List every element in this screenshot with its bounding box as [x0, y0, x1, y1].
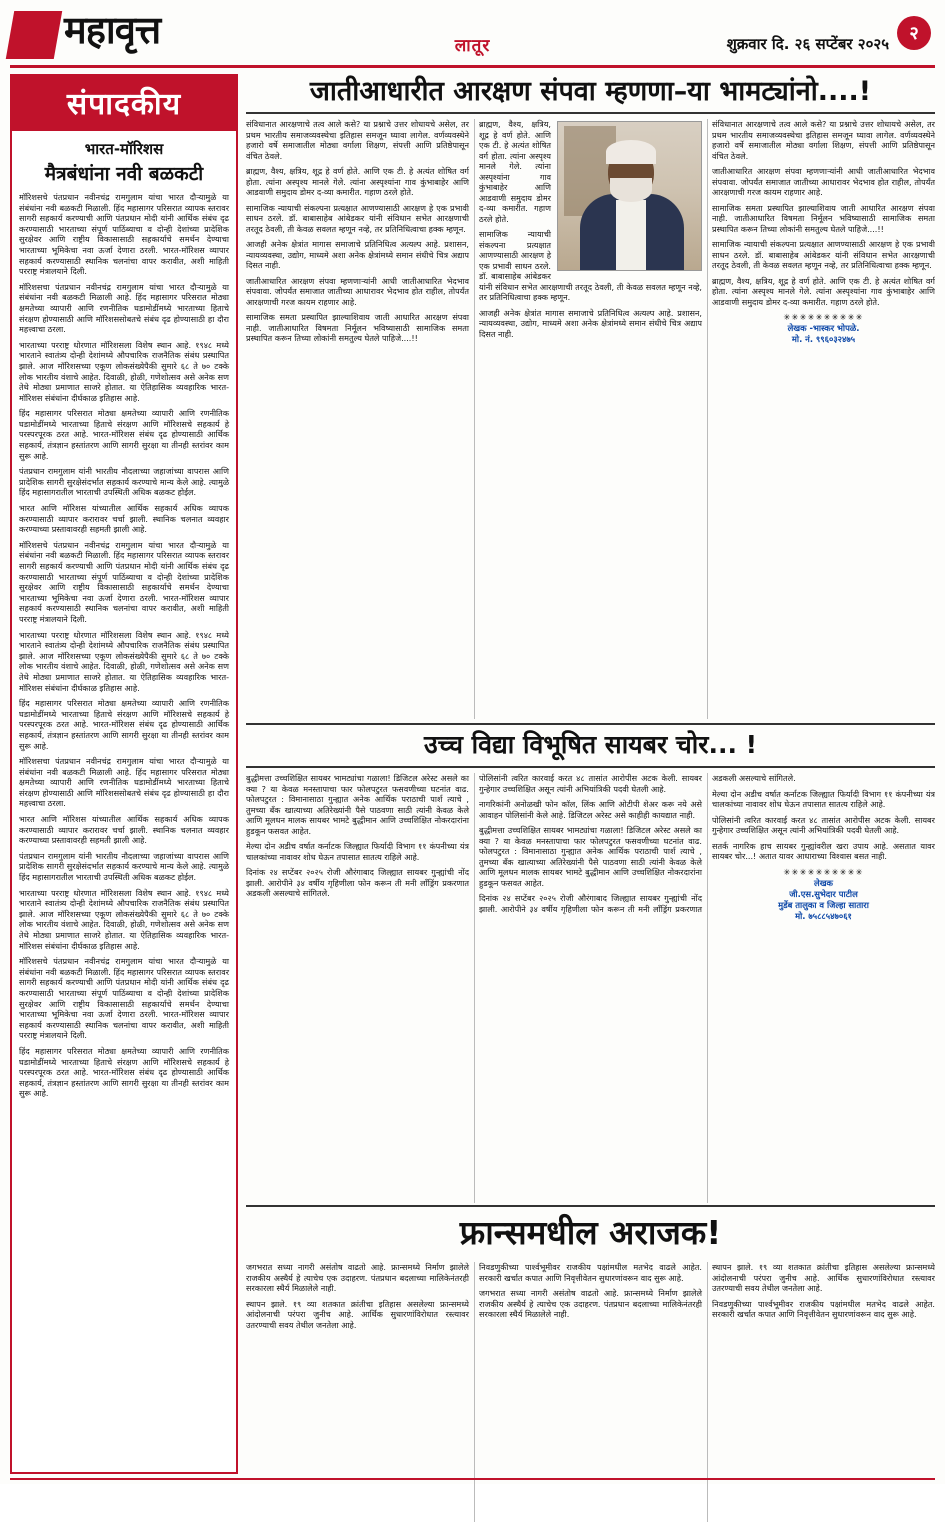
editorial-paragraph: मॉरिशसचे पंतप्रधान नवीनचंद्र रामगुलाम यांचा भारत दौऱ्यामुळे या संबंधांना नवी बळकटी मिळाली. हिंद महासागर परिसरात व्यापक स्तरावर सागरी सहकार्य करण्याची आणि पंतप्रधान मोदी यांनी आर्थिक संबंध दृढ करण्यासाठी भारताच्या संपूर्ण पाठिंब्याचा व दोन्ही देशांच्या प्रादेशिक सुरक्षेवर आणि राष्ट्रीय विकासासाठी सहकार्याचे समर्थन देण्याचा भारताच्या भूमिकेचा नवा ऊर्जा देणारा ठरली. भारत-मॉरिशस व्यापार सहकार्य करण्यासाठी स्थानिक चलनांचा वापर करावीत, अशी माहिती परराष्ट्र मंत्रालयाने दिली. — [19, 956, 229, 1041]
editorial-paragraph: मॉरिशसचे पंतप्रधान नवीनचंद्र रामगुलाम यांचा भारत दौऱ्यामुळे या संबंधांना नवी बळकटी मिळाली. हिंद महासागर परिसरात व्यापक स्तरावर सागरी सहकार्य करण्याची आणि पंतप्रधान मोदी यांनी आर्थिक संबंध दृढ करण्यासाठी भारताच्या संपूर्ण पाठिंब्याचा व दोन्ही देशांच्या प्रादेशिक सुरक्षेवर आणि राष्ट्रीय विकासासाठी सहकार्याचे समर्थन देण्याचा भारताच्या भूमिकेचा नवा ऊर्जा देणारा ठरली. भारत-मॉरिशस व्यापार सहकार्य करण्यासाठी स्थानिक चलनांचा वापर करावीत, अशी माहिती परराष्ट्र मंत्रालयाने दिली. — [19, 539, 229, 624]
editorial-paragraph: हिंद महासागर परिसरात मोठ्या क्षमतेच्या व्यापारी आणि रणनीतिक घडामोडींमध्ये भारताच्या हिताचे संरक्षण आणि मॉरिशसचे सहकार्य हे परस्परपूरक ठरत आहे. भारत-मॉरिशस संबंध दृढ होण्यासाठी आर्थिक सहकार्य, तंत्रज्ञान हस्तांतरण आणि सागरी सुरक्षा या तीनही स्तरांवर काम सुरू आहे. — [19, 408, 229, 461]
article-paragraph: मेल्या दोन अडीच वर्षात कर्नाटक जिल्ह्यात फिर्यादी विभाग ११ कंपनीच्या यंत्र चालकांच्या नावावर शोध घेऊन तपासात सातत्य राहिले आहे. — [712, 788, 935, 809]
article-paragraph: स्थापन झाले. १९ व्या शतकात क्रांतीचा इतिहास असलेल्या फ्रान्समध्ये आंदोलनाची परंपरा जुनीच आहे. आर्थिक सुधारणांविरोधात रस्त्यावर उतरण्याची सवय तेथील जनतेला आहे. — [246, 1298, 469, 1330]
article-headline: उच्च विद्या विभूषित सायबर चोर... ! — [246, 723, 935, 768]
article-headline: फ्रान्समधील अराजक! — [246, 1205, 935, 1257]
article-paragraph: दिनांक २४ सप्टेंबर २०२५ रोजी औरंगाबाद जिल्ह्यात सायबर गुन्ह्यांची नोंद झाली. आरोपीने ३४ वर्षीय गृहिणीला फोन करून ती मनी लाँड्रिंग प्रकरणात अडकली असल्याचे सांगितले. — [246, 867, 469, 898]
editorial-paragraph: हिंद महासागर परिसरात मोठ्या क्षमतेच्या व्यापारी आणि रणनीतिक घडामोडींमध्ये भारताच्या हिताचे संरक्षण आणि मॉरिशसचे सहकार्य हे परस्परपूरक ठरत आहे. भारत-मॉरिशस संबंध दृढ होण्यासाठी आर्थिक सहकार्य, तंत्रज्ञान हस्तांतरण आणि सागरी सुरक्षा या तीनही स्तरांवर काम सुरू आहे. — [19, 1045, 229, 1099]
article-paragraph: सामाजिक न्यायाची संकल्पना प्रत्यक्षात आणण्यासाठी आरक्षण हे एक प्रभावी साधन ठरले. डॉ. बाबासाहेब आंबेडकर यांनी संविधान सभेत आरक्षणाची तरतूद ठेवली, ती केवळ सवलत म्हणून नव्हे, तर प्रतिनिधित्वाचा हक्क म्हणून. — [246, 202, 469, 234]
edition-name: लातूर — [454, 36, 491, 56]
article-paragraph: ब्राह्मण, वैश्य, क्षत्रिय, शूद्र हे वर्ण होते. आणि एक टी. हे अत्यंत शोषित वर्ग होता. त्यांना अस्पृश्य मानले गेले. त्यांना अस्पृश्यांना गाव कुंभाबाहेर आणि आडवाणी समुदाय डोमर द-व्या कमारीत. गहाण ठरले होते. — [246, 166, 469, 197]
article-paragraph: नागरिकांनी अनोळखी फोन कॉल, लिंक आणि ओटीपी शेअर करू नये असे आवाहन पोलिसांनी केले आहे. डिजिटल अरेस्ट असे काहीही कायद्यात नाही. — [479, 799, 702, 820]
editorial-headline: मैत्रबंधांना नवी बळकटी — [44, 163, 204, 185]
masthead — [10, 6, 935, 68]
publication-title: महावृत्त — [64, 7, 161, 52]
byline-label: लेखक — [814, 877, 833, 888]
article-paragraph: आजही अनेक क्षेत्रांत मागास समाजाचे प्रतिनिधित्व अत्यल्प आहे. प्रशासन, न्यायव्यवस्था, उद्योग, माध्यमे अशा अनेक क्षेत्रांमध्ये समान संधीचे चित्र अद्याप दिसत नाही. — [246, 239, 469, 270]
byline-contact: मो. नं. ९९६०३२४७५ — [791, 334, 856, 344]
editorial-paragraph: भारत आणि मॉरिशस यांच्यातील आर्थिक सहकार्य अधिक व्यापक करण्यासाठी व्यापार करारावर चर्चा झाली. स्थानिक चलनात व्यवहार करण्याच्या प्रस्तावावरही सहमती झाली आहे. — [19, 814, 229, 846]
byline-author: लेखक -भास्कर भोपळे. — [787, 323, 860, 333]
editorial-paragraph: भारताच्या परराष्ट्र धोरणात मॉरिशसला विशेष स्थान आहे. १९४८ मध्ये भारताने स्वातंत्र्य दोन्ही देशांमध्ये औपचारिक राजनैतिक संबंध प्रस्थापित झाले. आज मॉरिशसच्या एकूण लोकसंख्येपैकी सुमारे ६८ ते ७० टक्के लोक भारतीय वंशाचे आहेत. दिवाळी, होळी, गणेशोत्सव असे अनेक सण तेथे मोठ्या प्रमाणात साजरे होतात. या ऐतिहासिक व्यवहारिक भारत-मॉरिशस संबंधांना दीर्घकाळ इतिहास आहे. — [19, 887, 229, 951]
article-paragraph: मेल्या दोन अडीच वर्षात कर्नाटक जिल्ह्यात फिर्यादी विभाग ११ कंपनीच्या यंत्र चालकांच्या नावावर शोध घेऊन तपासात सातत्य राहिले आहे. — [246, 841, 469, 862]
article-body — [246, 1262, 935, 1522]
editorial-paragraph: हिंद महासागर परिसरात मोठ्या क्षमतेच्या व्यापारी आणि रणनीतिक घडामोडींमध्ये भारताच्या हिताचे संरक्षण आणि मॉरिशसचे सहकार्य हे परस्परपूरक ठरत आहे. भारत-मॉरिशस संबंध दृढ होण्यासाठी आर्थिक सहकार्य, तंत्रज्ञान हस्तांतरण आणि सागरी सुरक्षा या तीनही स्तरांवर काम सुरू आहे. — [19, 698, 229, 751]
article-paragraph: जगभरात सध्या नागरी असंतोष वाढतो आहे. फ्रान्समध्ये निर्माण झालेले राजकीय अस्थैर्य हे त्याचेच एक उदाहरण. पंतप्रधान बदलाच्या मालिकेनंतरही सरकारला स्थैर्य मिळालेले नाही. — [479, 1288, 702, 1319]
article-paragraph: निवडणुकीच्या पार्श्वभूमीवर राजकीय पक्षांमधील मतभेद वाढले आहेत. सरकारी खर्चात कपात आणि निवृत्तीवेतन सुधारणांवरून वाद सुरू आहे. — [479, 1262, 702, 1283]
article-body — [246, 119, 935, 719]
editorial-banner: संपादकीय — [12, 76, 236, 131]
editorial-paragraph: मॉरिशसचा पंतप्रधान नवीनचंद्र रामगुलाम यांचा भारत दौऱ्यामुळे या संबंधांना नवी बळकटी मिळाली आहे. हिंद महासागर परिसरात मोठ्या क्षमतेच्या व्यापारी आणि रणनीतिक घडामोडींमध्ये भारताच्या हिताचे संरक्षण होण्यासाठी आणि मॉरिशससोबतचे संबंध दृढ होण्यासाठी हा दौरा महत्त्वाचा ठरला. — [19, 756, 229, 809]
article-paragraph: जगभरात सध्या नागरी असंतोष वाढतो आहे. फ्रान्समध्ये निर्माण झालेले राजकीय अस्थैर्य हे त्याचेच एक उदाहरण. पंतप्रधान बदलाच्या मालिकेनंतरही सरकारला स्थैर्य मिळालेले नाही. — [246, 1262, 469, 1293]
photo-person-hair — [606, 140, 656, 164]
article-paragraph: संविधानात आरक्षणाचे तत्व आले कसे? या प्रश्नाचे उत्तर शोधायचे असेल, तर प्रथम भारतीय समाजव्यवस्थेचा इतिहास समजून घ्यावा लागेल. वर्णव्यवस्थेने हजारो वर्षे समाजातील मोठ्या वर्गाला शिक्षण, संपत्ती आणि प्रतिष्ठेपासून वंचित ठेवले. — [712, 119, 935, 161]
byline-author: जी.एस.सुभेदार पाटील — [789, 888, 858, 899]
article-photo-wrap — [557, 121, 702, 271]
article-byline — [712, 867, 935, 922]
logo-accent-shape — [6, 11, 62, 59]
article-paragraph: सामाजिक समता प्रस्थापित झाल्याशिवाय जाती आधारित आरक्षण संपवा नाही. जातीआधारित विषमता निर्मूलन भविष्यासाठी सामाजिक समता प्रस्थापित करून तिच्या लोकांनी समतुल्य घेतले पाहिजे....!! — [246, 312, 469, 343]
editorial-paragraph: भारताच्या परराष्ट्र धोरणात मॉरिशसला विशेष स्थान आहे. १९४८ मध्ये भारताने स्वातंत्र्य दोन्ही देशांमध्ये औपचारिक राजनैतिक संबंध प्रस्थापित झाले. आज मॉरिशसच्या एकूण लोकसंख्येपैकी सुमारे ६८ ते ७० टक्के लोक भारतीय वंशाचे आहेत. दिवाळी, होळी, गणेशोत्सव असे अनेक सण तेथे मोठ्या प्रमाणात साजरे होतात. या ऐतिहासिक व्यवहारिक भारत-मॉरिशस संबंधांना दीर्घकाळ इतिहास आहे. — [19, 339, 229, 403]
article-paragraph: बुद्धीमत्ता उच्चशिक्षित सायबर भामट्यांचा गळाला! डिजिटल अरेस्ट असले का क्या ? या केवळ मनस्तापाचा फार फोलपटुरत फसवणीच्या घटनांत वाढ. फोलपटुरत : विमानासाठा गुन्ह्यात अनेक आर्थिक पराठाची पार्श त्याचे , तुमच्या बँक खात्याच्या अतिरेख्यांनी पैसे पाठवणा साठी त्यांनी केवळ केले आणि मूलधन मालक सायबर भामटे बुद्धीमान आणि उच्चशिक्षित नोकरदारांना हुडकून फसवत आहेत. — [246, 773, 469, 836]
article-byline — [712, 312, 935, 345]
byline-place: मुर्डेब तालुका व जिल्हा सातारा — [778, 899, 869, 910]
editorial-paragraph: भारत आणि मॉरिशस यांच्यातील आर्थिक सहकार्य अधिक व्यापक करण्यासाठी व्यापार करारावर चर्चा झाली. स्थानिक चलनात व्यवहार करण्याच्या प्रस्तावावरही सहमती झाली आहे. — [19, 503, 229, 535]
article-paragraph: पोलिसांनी त्वरित कारवाई करत ४८ तासांत आरोपीस अटक केली. सायबर गुन्हेगार उच्चशिक्षित असून त्यांनी अभियांत्रिकी पदवी घेतली आहे. — [712, 814, 935, 835]
photo-person-beard — [610, 178, 652, 202]
editorial-paragraph: पंतप्रधान रामगुलाम यांनी भारतीय नौदलाच्या जहाजांच्या वापरास आणि प्रादेशिक सागरी सुरक्षेसंदर्भात सहकार्य करण्याचे मान्य केले आहे. त्यामुळे हिंद महासागरातील भारताची उपस्थिती अधिक बळकट होईल. — [19, 466, 229, 498]
article-paragraph: सामाजिक समता प्रस्थापित झाल्याशिवाय जाती आधारित आरक्षण संपवा नाही. जातीआधारित विषमता निर्मूलन भविष्यासाठी सामाजिक समता प्रस्थापित करून तिच्या लोकांनी समतुल्य घेतले पाहिजे....!! — [712, 202, 935, 234]
article-cyber — [246, 723, 935, 1203]
article-france — [246, 1205, 935, 1522]
article-headline: जातीआधारीत आरक्षण संपवा म्हणणा–या भामट्यांनो....! — [246, 74, 935, 114]
editorial-paragraph: भारताच्या परराष्ट्र धोरणात मॉरिशसला विशेष स्थान आहे. १९४८ मध्ये भारताने स्वातंत्र्य दोन्ही देशांमध्ये औपचारिक राजनैतिक संबंध प्रस्थापित झाले. आज मॉरिशसच्या एकूण लोकसंख्येपैकी सुमारे ६८ ते ७० टक्के लोक भारतीय वंशाचे आहेत. दिवाळी, होळी, गणेशोत्सव असे अनेक सण तेथे मोठ्या प्रमाणात साजरे होतात. या ऐतिहासिक व्यवहारिक भारत-मॉरिशस संबंधांना दीर्घकाळ इतिहास आहे. — [19, 629, 229, 693]
editorial-paragraph: मॉरिशसचा पंतप्रधान नवीनचंद्र रामगुलाम यांचा भारत दौऱ्यामुळे या संबंधांना नवी बळकटी मिळाली आहे. हिंद महासागर परिसरात मोठ्या क्षमतेच्या व्यापारी आणि रणनीतिक घडामोडींमध्ये भारताच्या हिताचे संरक्षण होण्यासाठी आणि मॉरिशससोबतचे संबंध दृढ होण्यासाठी हा दौरा महत्त्वाचा ठरला. — [19, 281, 229, 335]
editorial-column — [10, 74, 238, 1474]
article-paragraph: निवडणुकीच्या पार्श्वभूमीवर राजकीय पक्षांमधील मतभेद वाढले आहेत. सरकारी खर्चात कपात आणि निवृत्तीवेतन सुधारणांवरून वाद सुरू आहे. — [712, 1298, 935, 1319]
article-paragraph: ब्राह्मण, वैश्य, क्षत्रिय, शूद्र हे वर्ण होते. आणि एक टी. हे अत्यंत शोषित वर्ग होता. त्यांना अस्पृश्य मानले गेले. त्यांना अस्पृश्यांना गाव कुंभाबाहेर आणि आडवाणी समुदाय डोमर द-व्या कमारीत. गहाण ठरले होते. — [712, 275, 935, 307]
article-paragraph: बुद्धीमत्ता उच्चशिक्षित सायबर भामट्यांचा गळाला! डिजिटल अरेस्ट असले का क्या ? या केवळ मनस्तापाचा फार फोलपटुरत फसवणीच्या घटनांत वाढ. फोलपटुरत : विमानासाठा गुन्ह्यात अनेक आर्थिक पराठाची पार्श त्याचे , तुमच्या बँक खात्याच्या अतिरेख्यांनी पैसे पाठवणा साठी त्यांनी केवळ केले आणि मूलधन मालक सायबर भामटे बुद्धीमान आणि उच्चशिक्षित नोकरदारांना हुडकून फसवत आहेत. — [479, 825, 702, 888]
editorial-subtitle: भारत-मॉरिशस — [84, 140, 164, 158]
publication-date: शुक्रवार दि. २६ सप्टेंबर २०२५ — [726, 34, 889, 53]
article-paragraph: संविधानात आरक्षणाचे तत्व आले कसे? या प्रश्नाचे उत्तर शोधायचे असेल, तर प्रथम भारतीय समाजव्यवस्थेचा इतिहास समजून घ्यावा लागेल. वर्णव्यवस्थेने हजारो वर्षे समाजातील मोठ्या वर्गाला शिक्षण, संपत्ती आणि प्रतिष्ठेपासून वंचित ठेवले. — [246, 119, 469, 161]
editorial-body — [12, 192, 236, 1112]
byline-separator: ✳✳✳✳✳✳✳✳✳✳ — [783, 312, 864, 322]
editorial-paragraph: पंतप्रधान रामगुलाम यांनी भारतीय नौदलाच्या जहाजांच्या वापरास आणि प्रादेशिक सागरी सुरक्षेसंदर्भात सहकार्य करण्याचे मान्य केले आहे. त्यामुळे हिंद महासागरातील भारताची उपस्थिती अधिक बळकट होईल. — [19, 850, 229, 883]
article-paragraph: स्थापन झाले. १९ व्या शतकात क्रांतीचा इतिहास असलेल्या फ्रान्समध्ये आंदोलनाची परंपरा जुनीच आहे. आर्थिक सुधारणांविरोधात रस्त्यावर उतरण्याची सवय तेथील जनतेला आहे. — [712, 1262, 935, 1293]
article-paragraph: सतर्क नागरिक हाच सायबर गुन्ह्यांवरील खरा उपाय आहे. असतात यावर सायबर चोर...! अतात यावर आधाराच्या विश्वास बसत नाही. — [712, 840, 935, 861]
page-body — [10, 74, 935, 1474]
article-body — [246, 773, 935, 1203]
article-paragraph: पोलिसांनी त्वरित कारवाई करत ४८ तासांत आरोपीस अटक केली. सायबर गुन्हेगार उच्चशिक्षित असून त्यांनी अभियांत्रिकी पदवी घेतली आहे. — [479, 773, 702, 794]
masthead-logo — [10, 7, 260, 65]
article-paragraph: सामाजिक न्यायाची संकल्पना प्रत्यक्षात आणण्यासाठी आरक्षण हे एक प्रभावी साधन ठरले. डॉ. बाबासाहेब आंबेडकर यांनी संविधान सभेत आरक्षणाची तरतूद ठेवली, ती केवळ सवलत म्हणून नव्हे, तर प्रतिनिधित्वाचा हक्क म्हणून. — [712, 239, 935, 270]
article-paragraph: जातीआधारित आरक्षण संपवा म्हणणाऱ्यांनी आधी जातीआधारित भेदभाव संपवावा. जोपर्यंत समाजात जातीच्या आधारावर भेदभाव होत राहील, तोपर्यंत आरक्षणाची गरज कायम राहणार आहे. — [246, 275, 469, 307]
article-paragraph: जातीआधारित आरक्षण संपवा म्हणणाऱ्यांनी आधी जातीआधारित भेदभाव संपवावा. जोपर्यंत समाजात जातीच्या आधारावर भेदभाव होत राहील, तोपर्यंत आरक्षणाची गरज कायम राहणार आहे. — [712, 166, 935, 197]
page-number-badge: २ — [897, 16, 931, 50]
article-paragraph: आजही अनेक क्षेत्रांत मागास समाजाचे प्रतिनिधित्व अत्यल्प आहे. प्रशासन, न्यायव्यवस्था, उद्योग, माध्यमे अशा अनेक क्षेत्रांमध्ये समान संधीचे चित्र अद्याप दिसत नाही. — [479, 307, 702, 339]
editorial-paragraph: मॉरिशसचे पंतप्रधान नवीनचंद्र रामगुलाम यांचा भारत दौऱ्यामुळे या संबंधांना नवी बळकटी मिळाली. हिंद महासागर परिसरात व्यापक स्तरावर सागरी सहकार्य करण्याची आणि पंतप्रधान मोदी यांनी आर्थिक संबंध दृढ करण्यासाठी भारताच्या संपूर्ण पाठिंब्याचा व दोन्ही देशांच्या प्रादेशिक सुरक्षेवर आणि राष्ट्रीय विकासासाठी सहकार्याचे समर्थन देण्याचा भारताच्या भूमिकेचा नवा ऊर्जा देणारा ठरली. भारत-मॉरिशस व्यापार सहकार्य करण्यासाठी स्थानिक चलनांचा वापर करावीत, अशी माहिती परराष्ट्र मंत्रालयाने दिली. — [19, 192, 229, 277]
byline-contact: मो. ७५८८५४७०६१ — [795, 910, 852, 921]
article-paragraph: दिनांक २४ सप्टेंबर २०२५ रोजी औरंगाबाद जिल्ह्यात सायबर गुन्ह्यांची नोंद झाली. आरोपीने ३४ वर्षीय गृहिणीला फोन करून ती मनी लाँड्रिंग प्रकरणात अडकली असल्याचे सांगितले. — [479, 773, 796, 914]
main-articles-column — [246, 74, 935, 1474]
article-reservation — [246, 74, 935, 719]
article-paragraph: सामाजिक न्यायाची संकल्पना प्रत्यक्षात आणण्यासाठी आरक्षण हे एक प्रभावी साधन ठरले. डॉ. बाबासाहेब आंबेडकर यांनी संविधान सभेत आरक्षणाची तरतूद ठेवली, ती केवळ सवलत म्हणून नव्हे, तर प्रतिनिधित्वाचा हक्क म्हणून. — [479, 229, 702, 302]
author-portrait-photo — [557, 121, 702, 271]
article-paragraph: ब्राह्मण, वैश्य, क्षत्रिय, शूद्र हे वर्ण होते. आणि एक टी. हे अत्यंत शोषित वर्ग होता. त्यांना अस्पृश्य मानले गेले. त्यांना अस्पृश्यांना गाव कुंभाबाहेर आणि आडवाणी समुदाय डोमर द-व्या कमारीत. गहाण ठरले होते. — [479, 119, 551, 224]
page-bottom-rule — [10, 1478, 935, 1480]
photo-person-shirt — [616, 200, 646, 271]
byline-separator: ✳✳✳✳✳✳✳✳✳✳ — [783, 866, 864, 877]
